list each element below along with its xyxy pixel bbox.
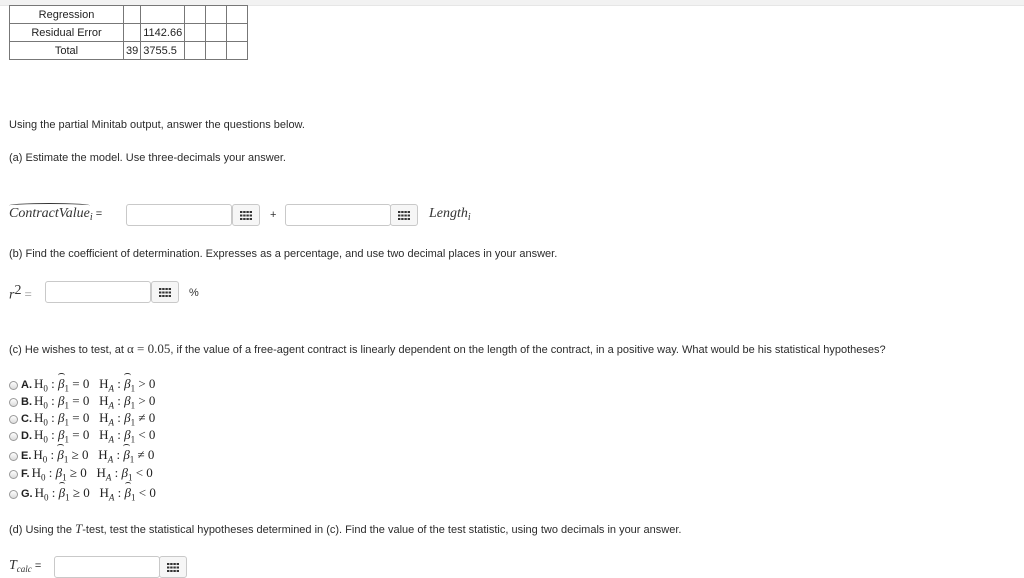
option-e[interactable] — [9, 448, 154, 464]
option-b[interactable] — [9, 394, 155, 410]
length-symbol: Length — [429, 206, 468, 221]
option-c[interactable] — [9, 411, 155, 427]
df-cell — [124, 6, 141, 24]
ha-relation: > 0 — [138, 393, 156, 409]
source-cell: Residual Error — [10, 24, 124, 42]
part-c-text — [9, 341, 886, 357]
percent-unit: % — [189, 287, 199, 299]
f-cell — [206, 42, 227, 60]
ss-cell: 1142.66 — [141, 24, 185, 42]
radio-g[interactable] — [9, 490, 18, 499]
alpha-expression: α = 0.05 — [126, 341, 171, 356]
ss-cell — [141, 6, 185, 24]
ms-cell — [185, 6, 206, 24]
r-exponent: 2 — [14, 283, 22, 298]
option-f[interactable] — [9, 466, 153, 482]
grid-icon — [398, 211, 410, 220]
ha-relation: < 0 — [138, 427, 156, 443]
ha-relation: < 0 — [135, 465, 153, 481]
contract-value-symbol: ContractValue — [9, 206, 90, 221]
ss-cell: 3755.5 — [141, 42, 185, 60]
radio-d[interactable] — [9, 432, 18, 441]
option-letter: A. — [21, 379, 32, 391]
part-b-text: (b) Find the coefficient of determination. Expresses as a percentage, and use two decimal places in your answer. — [9, 248, 558, 260]
radio-b[interactable] — [9, 398, 18, 407]
h0-relation: = 0 — [72, 393, 90, 409]
part-d-text — [9, 521, 681, 537]
option-letter: D. — [21, 430, 32, 442]
equals-sign: = — [34, 560, 42, 572]
slope-input[interactable] — [285, 204, 391, 226]
t-symbol: T — [75, 521, 83, 536]
grid-button-slope[interactable] — [390, 204, 418, 226]
anova-table — [9, 5, 248, 60]
ha-relation: > 0 — [138, 376, 156, 392]
option-g[interactable] — [9, 486, 156, 502]
grid-button-r-squared[interactable] — [151, 281, 179, 303]
option-d[interactable] — [9, 428, 155, 444]
grid-button-t-calc[interactable] — [159, 556, 187, 578]
grid-icon — [167, 563, 179, 572]
radio-f[interactable] — [9, 470, 18, 479]
ha-relation: ≠ 0 — [138, 410, 156, 426]
h0-relation: ≥ 0 — [69, 465, 87, 481]
hypothesis-text: $H_0$ : $\beta_1 \ge 0$ $H_A$ : $\beta_1 < 0$ — [31, 465, 153, 483]
radio-a[interactable] — [9, 381, 18, 390]
hypothesis-text: $H_0$ : $\beta_1 = 0$ $H_A$ : $\beta_1 > 0$ — [34, 393, 156, 411]
table-row — [10, 24, 248, 42]
length-subscript: i — [467, 212, 471, 224]
grid-icon — [240, 211, 252, 220]
contract-value-label — [9, 206, 102, 223]
equals-sign: = — [24, 286, 32, 302]
h0-relation: = 0 — [72, 376, 90, 392]
radio-e[interactable] — [9, 452, 18, 461]
option-letter: E. — [21, 450, 32, 462]
df-cell — [124, 24, 141, 42]
source-cell: Total — [10, 42, 124, 60]
h0-relation: = 0 — [72, 427, 90, 443]
df-cell: 39 — [124, 42, 141, 60]
grid-icon — [159, 288, 171, 297]
radio-c[interactable] — [9, 415, 18, 424]
grid-button-intercept[interactable] — [232, 204, 260, 226]
f-cell — [206, 24, 227, 42]
part-c-text-after: , if the value of a free-agent contract is linearly dependent on the length of the contract, in a positive way. What would be his statistical hypotheses? — [170, 344, 886, 356]
plus-sign: + — [270, 209, 277, 221]
ms-cell — [185, 24, 206, 42]
p-cell — [227, 6, 248, 24]
part-d-text-before: (d) Using the — [9, 524, 76, 536]
h0-relation: ≥ 0 — [71, 447, 89, 463]
h0-relation: = 0 — [72, 410, 90, 426]
p-cell — [227, 42, 248, 60]
f-cell — [206, 6, 227, 24]
part-c-text-before: (c) He wishes to test, at — [9, 344, 127, 356]
hypothesis-text: $H_0$ : $\beta_1 \ge 0$ $H_A$ : $\beta_1 \ne 0$ — [33, 447, 155, 465]
option-letter: C. — [21, 413, 32, 425]
t-calc-symbol: T — [9, 558, 17, 573]
r-symbol: r — [9, 287, 15, 303]
contract-value-subscript: i — [89, 212, 93, 224]
ha-relation: < 0 — [138, 485, 156, 501]
part-a-text: (a) Estimate the model. Use three-decimals your answer. — [9, 152, 286, 164]
option-a[interactable] — [9, 377, 155, 393]
intro-text: Using the partial Minitab output, answer the questions below. — [9, 119, 305, 131]
length-label — [429, 206, 471, 223]
p-cell — [227, 24, 248, 42]
table-row — [10, 42, 248, 60]
hypothesis-text: $H_0$ : $\beta_1 = 0$ $H_A$ : $\beta_1 \ne 0$ — [34, 410, 156, 428]
r-squared-label — [9, 283, 32, 304]
table-row — [10, 6, 248, 24]
option-letter: B. — [21, 396, 32, 408]
option-letter: F. — [21, 468, 30, 480]
intercept-input[interactable] — [126, 204, 232, 226]
ha-relation: ≠ 0 — [137, 447, 155, 463]
part-d-text-after: -test, test the statistical hypotheses determined in (c). Find the value of the test statistic, using two decimals in your answer. — [82, 524, 682, 536]
t-calc-input[interactable] — [54, 556, 160, 578]
option-letter: G. — [21, 488, 33, 500]
hypothesis-text: $H_0$ : $\beta_1 \ge 0$ $H_A$ : $\beta_1 < 0$ — [34, 485, 156, 503]
t-calc-label — [9, 558, 41, 574]
r-squared-input[interactable] — [45, 281, 151, 303]
source-cell: Regression — [10, 6, 124, 24]
ms-cell — [185, 42, 206, 60]
h0-relation: ≥ 0 — [72, 485, 90, 501]
equals-sign: = — [95, 208, 103, 220]
hypothesis-text: $H_0$ : $\beta_1 = 0$ $H_A$ : $\beta_1 < 0$ — [34, 427, 156, 445]
t-calc-subscript: calc — [16, 564, 32, 575]
hypothesis-text: $H_0$ : $\beta_1 = 0$ $H_A$ : $\beta_1 > 0$ — [34, 376, 156, 394]
